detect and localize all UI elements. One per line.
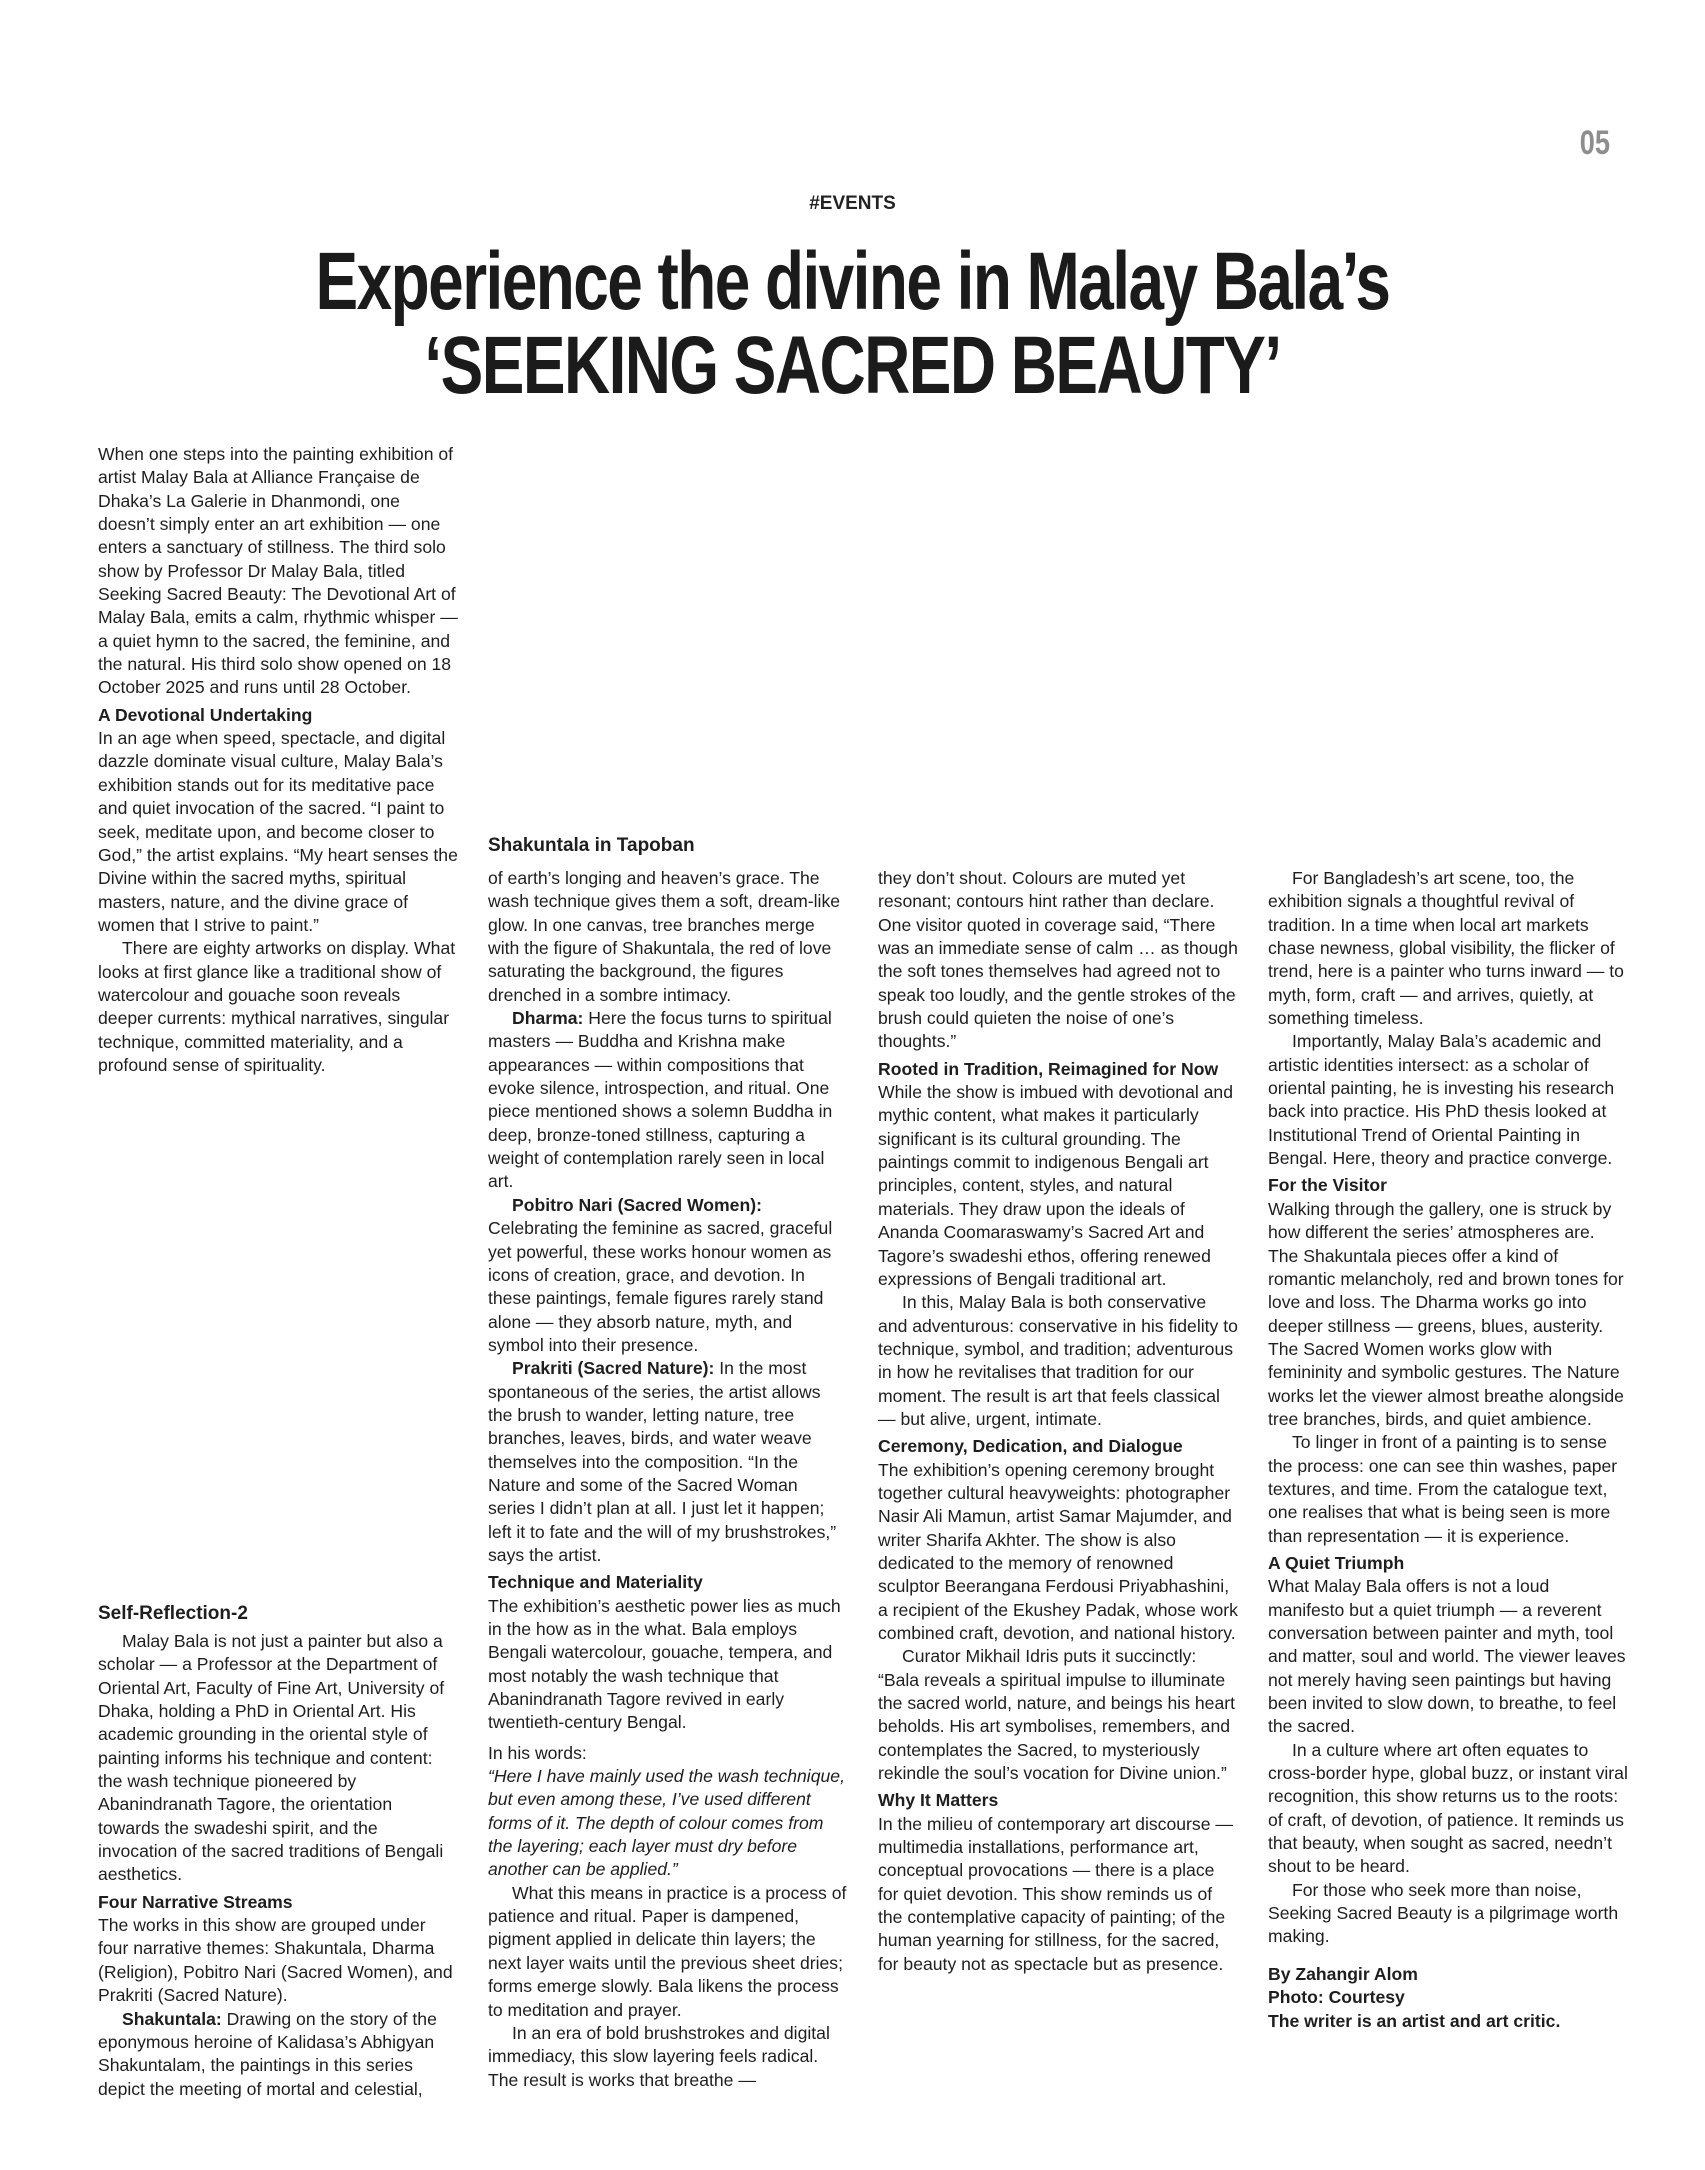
paragraph-quiet-triumph: What Malay Bala offers is not a loud manifesto but a quiet triumph — a reverent conversation between painter and myth, tool and matter, soul and world. The viewer leaves not merely having seen paintings but having been invited to slow down, to breathe, to feel the sacred.: [1268, 1576, 1626, 1737]
column-1-bottom: [98, 1630, 458, 2101]
paragraph-scholar: Malay Bala is not just a painter but also a scholar — a Professor at the Department of Oriental Art, Faculty of Fine Art, University of Dhaka, holding a PhD in Oriental Art. His academic grounding in the oriental style of painting informs his technique and content: the wash technique pioneered by Abanindranath Tagore, the orientation towards the swadeshi spirit, and the invocation of the sacred traditions of Bengali aesthetics.: [98, 1631, 445, 1885]
subhead-four-streams: Four Narrative Streams: [98, 1891, 293, 1912]
dharma-lead: Dharma:: [512, 1008, 584, 1029]
prakriti-text: In the most spontaneous of the series, the artist allows the brush to wander, letting nature, tree branches, leaves, birds, and water weave themselves into the composition. “In the Nature and some of the Sacred Woman series I didn’t plan at all. I just let it happen; left it to fate and the will of my brushstrokes,” says the artist.: [488, 1358, 837, 1565]
intro-paragraph: When one steps into the painting exhibition of artist Malay Bala at Alliance Française de Dhaka’s La Galerie in Dhanmondi, one doesn’t simply enter an art exhibition — one enters a sanctuary of stillness. The third solo show by Professor Dr Malay Bala, titled Seeking Sacred Beauty: The Devotional Art of Malay Bala, emits a calm, rhythmic whisper — a quiet hymn to the sacred, the feminine, and the natural. His third solo show opened on 18 October 2025 and runs until 28 October.: [98, 444, 458, 698]
column-4: [1268, 867, 1628, 2033]
paragraph-four-streams: The works in this show are grouped under four narrative themes: Shakuntala, Dharma (Religion), Pobitro Nari (Sacred Women), and Prakriti (Sacred Nature).: [98, 1915, 453, 2006]
headline-line-2: ‘SEEKING SACRED BEAUTY’: [424, 320, 1281, 411]
paragraph-era: In an era of bold brushstrokes and digital immediacy, this slow layering feels radical. The result is works that breathe —: [488, 2022, 830, 2090]
paragraph-devotional: In an age when speed, spectacle, and digital dazzle dominate visual culture, Malay Bala’s exhibition stands out for its meditative pace and quiet invocation of the sacred. “I paint to seek, meditate upon, and become closer to God,” the artist explains. “My heart senses the Divine within the sacred myths, spiritual masters, nature, and the divine grace of women that I strive to paint.”: [98, 728, 458, 935]
paragraph-eighty-artworks: There are eighty artworks on display. What looks at first glance like a traditional show of watercolour and gouache soon reveals deeper currents: mythical narratives, singular technique, committed materiality, and a profound sense of spirituality.: [98, 938, 456, 1075]
subhead-rooted: Rooted in Tradition, Reimagined for Now: [878, 1058, 1219, 1079]
paragraph-shakuntala-cont: of earth’s longing and heaven’s grace. The wash technique gives them a soft, dream-like glow. In one canvas, tree branches merge with the figure of Shakuntala, the red of love saturating the background, the figures drenched in a sombre intimacy.: [488, 868, 841, 1005]
paragraph-practice: What this means in practice is a process of patience and ritual. Paper is dampened, pigment applied in delicate thin layers; the next layer waits until the previous sheet dries; forms emerge slowly. Bala likens the process to meditation and prayer.: [488, 1882, 847, 2020]
paragraph-pobitro-nari: [488, 1194, 848, 1357]
shakuntala-lead: Shakuntala:: [122, 2008, 222, 2029]
paragraph-shout: they don’t shout. Colours are muted yet resonant; contours hint rather than declare. One visitor quoted in coverage said, “There was an immediate sense of calm … as though the soft tones themselves had agreed not to speak too loudly, and the gentle strokes of the brush could quieten the noise of one’s thoughts.”: [878, 868, 1238, 1052]
column-3: [878, 867, 1238, 1976]
pobitro-nari-lead: Pobitro Nari (Sacred Women):: [512, 1194, 762, 1215]
subhead-technique: Technique and Materiality: [488, 1572, 703, 1593]
subhead-visitor: For the Visitor: [1268, 1175, 1387, 1196]
paragraph-rooted: While the show is imbued with devotional and mythic content, what makes it particularly significant is its cultural grounding. The paintings commit to indigenous Bengali art principles, content, styles, and natural materials. They draw upon the ideals of Ananda Coomaraswamy’s Sacred Art and Tagore’s swadeshi ethos, offering renewed expressions of Bengali traditional art.: [878, 1082, 1234, 1289]
caption-shakuntala-in-tapoban: Shakuntala in Tapoban: [488, 835, 695, 856]
paragraph-why-it-matters: In the milieu of contemporary art discourse — multimedia installations, performance art, conceptual provocations — there is a place for quiet devotion. This show reminds us of the contemplative capacity of painting; of the human yearning for stillness, for the sacred, for beauty not as spectacle but as presence.: [878, 1813, 1233, 1974]
paragraph-shakuntala: [98, 2008, 458, 2101]
paragraph-culture: In a culture where art often equates to cross-border hype, global buzz, or instant viral recognition, this show returns us to the roots: of craft, of devotion, of patience. It reminds us that beauty, when sought as sacred, needn’t shout to be heard.: [1268, 1739, 1628, 1877]
paragraph-importantly: Importantly, Malay Bala’s academic and artistic identities intersect: as a scholar of oriental painting, he is investing his research back into practice. His PhD thesis looked at Institutional Trend of Oriental Painting in Bengal. Here, theory and practice converge.: [1268, 1031, 1615, 1169]
paragraph-pilgrimage: For those who seek more than noise, Seeking Sacred Beauty is a pilgrimage worth making.: [1268, 1879, 1619, 1947]
paragraph-technique: The exhibition’s aesthetic power lies as much in the how as in the what. Bala employs Bengali watercolour, gouache, tempera, and most notably the wash technique that Abanindranath Tagore revived in early twentieth-century Bengal.: [488, 1595, 841, 1733]
paragraph-conservative: In this, Malay Bala is both conservative and adventurous: conservative in his fidelity to technique, symbol, and tradition; adventurous in how he revitalises that tradition for our moment. The result is art that feels classical — but alive, urgent, intimate.: [878, 1292, 1238, 1429]
paragraph-visitor: Walking through the gallery, one is struck by how different the series’ atmospheres are. The Shakuntala pieces offer a kind of romantic melancholy, red and brown tones for love and loss. The Dharma works go into deeper stillness — greens, blues, austerity. The Sacred Women works glow with femininity and symbolic gestures. The Nature works let the viewer almost breathe alongside tree branches, birds, and quiet ambience.: [1268, 1198, 1624, 1429]
page-number: 05: [1579, 124, 1610, 162]
dharma-text: Here the focus turns to spiritual masters — Buddha and Krishna make appearances — within compositions that evoke silence, introspection, and ritual. One piece mentioned shows a solemn Buddha in deep, bronze-toned stillness, capturing a weight of contemplation rarely seen in local art.: [488, 1008, 833, 1192]
column-1-top: [98, 443, 458, 1077]
headline-line-1: Experience the divine in Malay Bala’s: [315, 236, 1390, 327]
paragraph-linger: To linger in front of a painting is to sense the process: one can see thin washes, paper textures, and time. From the catalogue text, one realises that what is being seen is more than representation — it is experience.: [1268, 1432, 1618, 1546]
paragraph-in-his-words: In his words:: [488, 1742, 587, 1763]
subhead-ceremony: Ceremony, Dedication, and Dialogue: [878, 1436, 1183, 1457]
prakriti-lead: Prakriti (Sacred Nature):: [512, 1358, 715, 1379]
paragraph-dharma: [488, 1007, 848, 1194]
paragraph-ceremony: The exhibition’s opening ceremony brought together cultural heavyweights: photographer Nasir Ali Mamun, artist Samar Majumder, and writer Sharifa Akhter. The show is also dedicated to the memory of renowned sculptor Beerangana Ferdousi Priyabhashini, a recipient of the Ekushey Padak, whose work combined craft, devotion, and national history.: [878, 1459, 1238, 1643]
subhead-quiet-triumph: A Quiet Triumph: [1268, 1552, 1405, 1573]
paragraph-bangladesh: For Bangladesh’s art scene, too, the exhibition signals a thoughtful revival of tradition. In a time when local art markets chase newness, global visibility, the flicker of trend, here is a painter who turns inward — to myth, form, craft — and arrives, quietly, at something timeless.: [1268, 868, 1624, 1029]
artist-quote: “Here I have mainly used the wash technique, but even among these, I’ve used different forms of it. The depth of colour comes from the layering; each layer must dry before another can be applied.”: [488, 1766, 845, 1880]
column-2: [488, 867, 848, 2092]
subhead-why-it-matters: Why It Matters: [878, 1790, 999, 1811]
byline-photo: Photo: Courtesy: [1268, 1987, 1405, 2008]
shakuntala-text: Drawing on the story of the eponymous heroine of Kalidasa’s Abhigyan Shakuntalam, the paintings in this series depict the meeting of mortal and celestial,: [98, 2008, 437, 2099]
paragraph-curator: Curator Mikhail Idris puts it succinctly: “Bala reveals a spiritual impulse to illuminate the sacred world, nature, and beings his heart beholds. His art symbolises, remembers, and contemplates the Sacred, to mysteriously rekindle the soul’s vocation for Divine union.”: [878, 1646, 1235, 1784]
pobitro-nari-text: Celebrating the feminine as sacred, graceful yet powerful, these works honour women as icons of creation, grace, and devotion. In these paintings, female figures rarely stand alone — they absorb nature, myth, and symbol into their presence.: [488, 1218, 833, 1355]
subhead-devotional: A Devotional Undertaking: [98, 704, 313, 725]
paragraph-prakriti: [488, 1357, 848, 1567]
section-tag: #EVENTS: [809, 193, 896, 214]
byline-writer-note: The writer is an artist and art critic.: [1268, 2010, 1561, 2031]
caption-self-reflection-2: Self-Reflection-2: [98, 1603, 248, 1624]
byline-author: By Zahangir Alom: [1268, 1963, 1418, 1984]
